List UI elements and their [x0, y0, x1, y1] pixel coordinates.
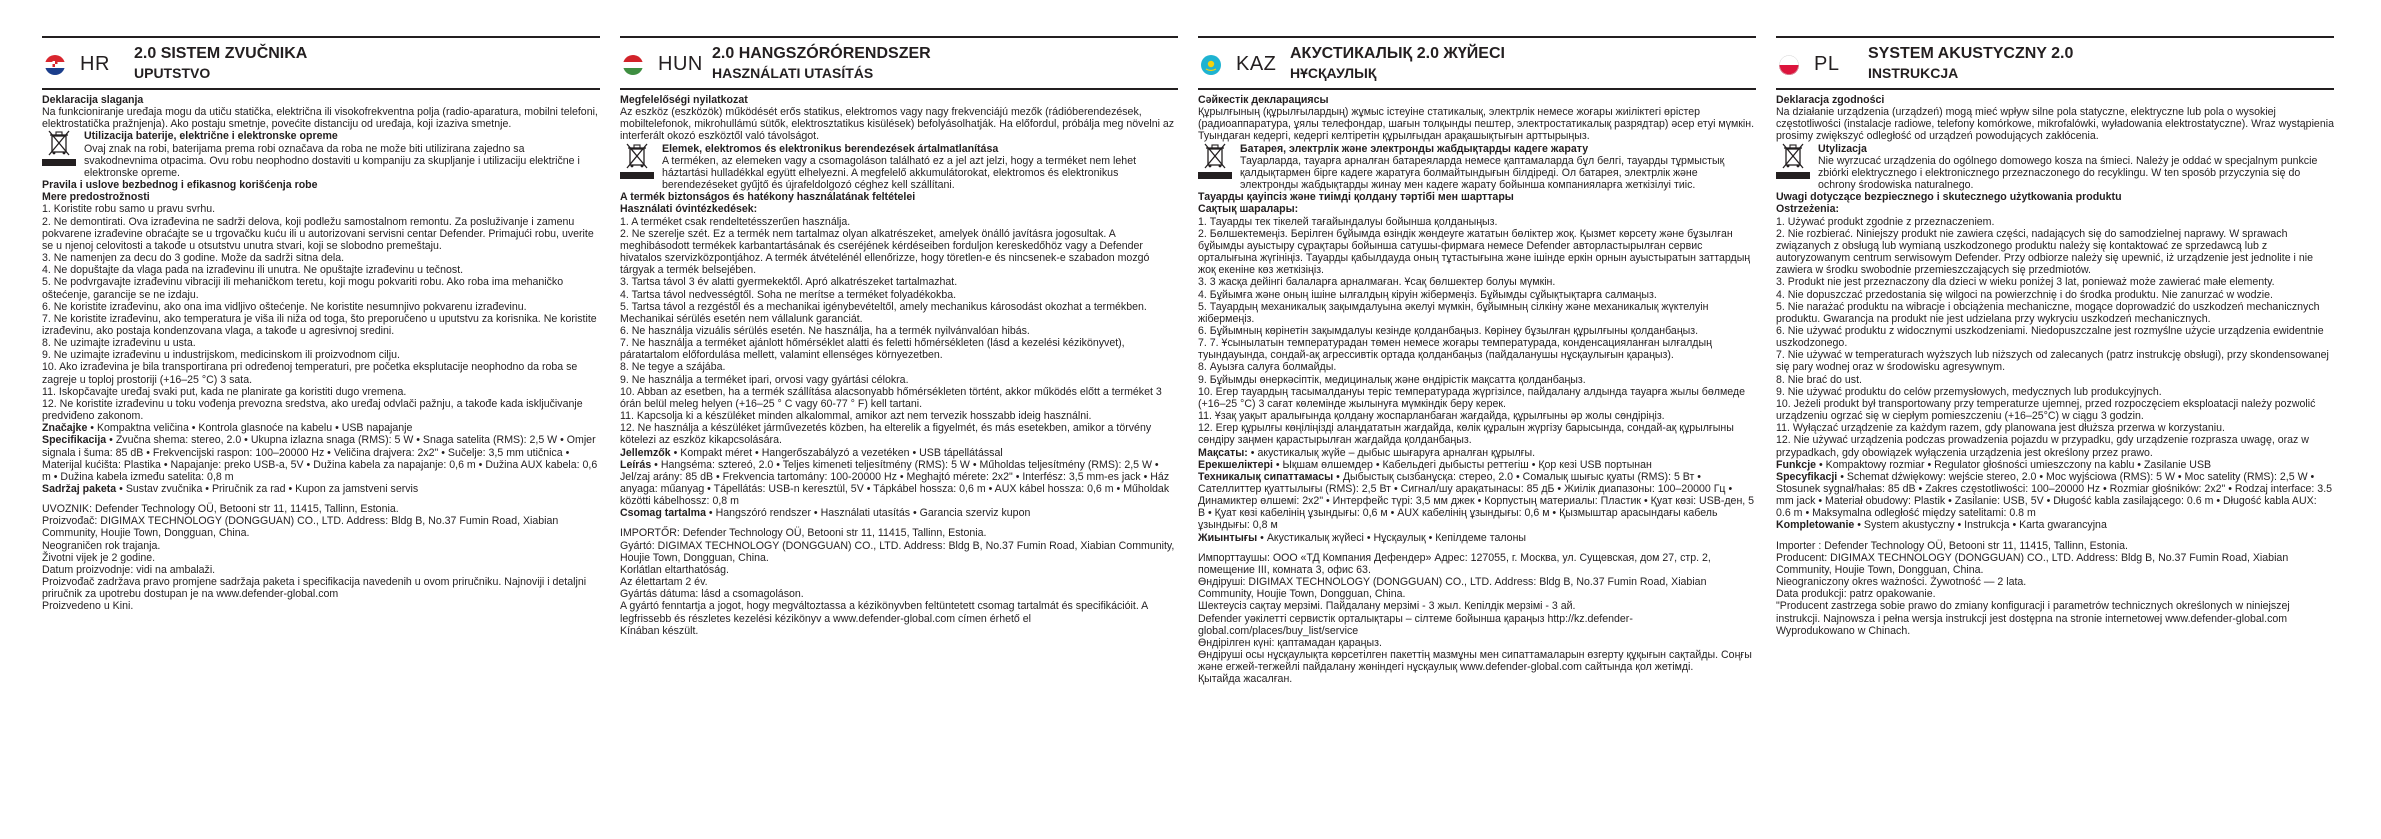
- paragraph: Gyártó: DIGIMAX TECHNOLOGY (DONGGUAN) CO., LTD. Address: Bldg B, No.37 Fumin Road, Xiabian Community, Houjie Town, Dongguan, China.: [620, 539, 1175, 564]
- paragraph: Korlátlan eltarthatóság.: [620, 563, 729, 576]
- paragraph: 10. Ako izrađevina je bila transportirana pri određenoj temperaturi, pre početka eksplutacije neophodno da roba se zagreje u toploj prostoriji (+16–25 °C) 3 sata.: [42, 361, 578, 386]
- paragraph: 12. Ne használja a készüléket járművezetés közben, ha elterelik a figyelmét, és más esetekben, amikor a törvény kötelezi az eszköz kikapcsolására.: [620, 422, 1152, 447]
- section-subtitle: HASZNÁLATI UTASÍTÁS: [712, 65, 874, 81]
- section-title: 2.0 SISTEM ZVUČNIKA: [134, 45, 308, 62]
- paragraph: Nieograniczony okres ważności. Żywotność — 2 lata.: [1776, 576, 2027, 589]
- spec-line: Техникалық сипаттамасы • Дыбыстық сызбанұсқа: стерео, 2.0 • Сомалық шығыс қуаты (RMS): 5 Вт • Сателлиттер қуаттылығы (RMS): 2,5 Вт • Сигнал/шу арақатынасы: 85 дБ • Жиілік диапазоны: 100–20000 Гц • Динамиктер өлшемі: 2x2" • Интерфейс түрі: 3,5 мм джек • Корпустың материалы: Пластик • Қуат көзі: USB-ден, 5 В • Қуат көзі кабелінің ұзындығы: 0,6 м • AUX кабелінің ұзындығы: 0,6 м • Қызмыштар арасындағы кабель ұзындығы: 0,8 м: [1198, 470, 1755, 532]
- paragraph: 2. Ne demontirati. Ova izrađevina ne sadrži delova, koji podležu samostalnom remontu. Za posluživanje i zamenu pokvarene izrađevine obraćajte se u trgovačku kuću ili u autorizovani servisni centar Defender. Primajući robu, uverite se u njenoj celovitosti a takođe u otsutstvu unutra stvari, koji se slobodno premeštaju.: [42, 215, 594, 252]
- paragraph: Data produkcji: patrz opakowanie.: [1776, 588, 1936, 601]
- paragraph: 7. Ne használja a terméket ajánlott hőmérséklet alatti és feletti hőmérsékleten (lásd a kezelési kézikönyvet), páratartalom előfordulása mellett, valamint ellenséges környezetben.: [620, 337, 1125, 362]
- spec-text: Kompakt méret • Hangerőszabályzó a vezetéken • USB tápellátással: [680, 446, 1003, 459]
- section-title: 2.0 HANGSZÓRÓRENDSZER: [712, 45, 931, 62]
- paragraph: 1. Тауарды тек тікелей тағайындалуы бойынша қолданыңыз.: [1198, 215, 1498, 228]
- subheading: Uwagi dotyczące bezpiecznego i skutecznego użytkowania produktu: [1776, 191, 2122, 204]
- weee-text: Nie wyrzucać urządzenia do ogólnego domowego kosza na śmieci. Należy je oddać w specjalnym punkcie zbiórki elektrycznego i elektronicznego przeznaczonego do recyklingu. W ten sposób przyczynia się do ochrony środowiska naturalnego.: [1818, 154, 2318, 192]
- paragraph: Defender уәкілетті сервистік орталықтары – сілтеме бойынша қараңыз http://kz.defender-global.com/places/buy_list/service: [1198, 612, 1633, 637]
- paragraph: 1. Używać produkt zgodnie z przeznaczeniem.: [1776, 215, 1995, 228]
- weee-title: Батарея, электрлік және электронды жабдықтарды кадеге жарату: [1240, 142, 1589, 155]
- paragraph: 3. 3 жасқа дейінгі балаларға арналмаған. Ұсақ бөлшектер болуы мүмкін.: [1198, 276, 1556, 289]
- spec-label: Жиынтығы: [1198, 531, 1258, 544]
- paragraph: Producent: DIGIMAX TECHNOLOGY (DONGGUAN) CO., LTD. Address: Bldg B, No.37 Fumin Road, Xiabian Community, Houjie Town, Dongguan, China.: [1776, 551, 2289, 576]
- paragraph: 6. Бұйымның көрінетін зақымдалуы кезінде қолданбаңыз. Көрінеу бұзылған құрылғыны қолданбаңыз.: [1198, 324, 1699, 337]
- flag-kz-icon: [1201, 55, 1221, 75]
- column-hr: [42, 36, 600, 836]
- subheading: A termék biztonságos és hatékony használatának feltételei: [620, 191, 916, 204]
- spec-line: Sadržaj paketa • Sustav zvučnika • Priručnik za rad • Kupon za jamstveni servis: [42, 483, 419, 495]
- spec-line: Leírás • Hangséma: sztereó, 2.0 • Teljes kimeneti teljesítmény (RMS): 5 W • Műholdas teljesítmény (RMS): 2,5 W • Jel/zaj arány: 85 dB • Frekvencia tartomány: 100-20000 Hz • Meghajtó mérete: 2x2" • Interfész: 3,5 mm-es jack • Ház anyaga: műanyag • Tápellátás: USB-n keresztül, 5V • Tápkábel hossza: 0,6 m • AUX kábel hossza: 0,6 m • Műholdak közötti kábelhossz: 0,8 m: [620, 458, 1170, 508]
- paragraph: 2. Бөлшектемеңіз. Берілген бұйымда өзіндік жөндеуге жататын бөліктер жоқ. Қызмет көрсету және бұзылған бұйымды ауыстыру сұрақтары бойынша сатушы-фирмаға немесе Defender авторластырылған сервис орталығына жүгініңіз. Тауарды қабылдауда оның тұтастығына және ішінде еркін орнын ауыстыратын заттардың жоқ екеніне көз жеткізіңіз.: [1198, 227, 1751, 277]
- paragraph: 3. Tartsa távol 3 év alatti gyermekektől. Apró alkatrészeket tartalmazhat.: [620, 276, 958, 289]
- weee-notice: [42, 130, 600, 179]
- paragraph: Datum proizvodnje: vidi na ambalaži.: [42, 563, 216, 576]
- paragraph: 4. Tartsa távol nedvességtől. Soha ne merítse a terméket folyadékokba.: [620, 288, 957, 301]
- section-header: [42, 36, 600, 90]
- paragraph: "Producent zastrzega sobie prawo do zmiany konfiguracji i parametrów technicznych określonych w niniejszej instrukcji. Najnowsza i pełna wersja instrukcji jest dostępna na stronie internetowej www.defender-global.com: [1776, 600, 2290, 625]
- paragraph: 8. Nie brać do ust.: [1776, 373, 1862, 386]
- section-title: SYSTEM AKUSTYCZNY 2.0: [1868, 45, 2074, 62]
- paragraph: A gyártó fenntartja a jogot, hogy megváltoztassa a kézikönyvben feltüntetett csomag tartalmát és specifikációit. A legfrissebb és részletes kezelési kézikönyv a www.defender-global.com címen érhető el: [620, 600, 1148, 625]
- spec-label: Jellemzők: [620, 446, 671, 459]
- weee-notice: [1198, 143, 1756, 192]
- paragraph: Gyártás dátuma: lásd a csomagoláson.: [620, 588, 804, 601]
- subheading: Pravila i uslove bezbednog i efikasnog korišćenja robe: [42, 179, 318, 192]
- section-subtitle: INSTRUKCJA: [1868, 65, 1959, 81]
- paragraph: Импорттаушы: ООО «ТД Компания Дефендер» Адрес: 127055, г. Москва, ул. Сущевская, дом 27, стр. 2, помещение III, комната 3, офис 63.: [1198, 551, 1711, 576]
- paragraph: 1. A terméket csak rendeltetésszerűen használja.: [620, 215, 851, 228]
- paragraph: UVOZNIK: Defender Technology OÜ, Betooni str 11, 11415, Tallinn, Estonia.: [42, 503, 399, 516]
- paragraph: Өндірілген күні: қаптамадан қараңыз.: [1198, 636, 1382, 649]
- subheading: Тауарды қауіпсіз және тиімді қолдану тәртібі мен шарттары: [1198, 191, 1514, 204]
- paragraph: 12. Егер құрылғы көңіліңізді алаңдататын жағдайда, көлік құралын жүргізу барысында, сондай-ақ құрылғыны сөндіру заңмен қарастырылған жағдайда қолданбаңыз.: [1198, 422, 1734, 447]
- paragraph: 2. Nie rozbierać. Niniejszy produkt nie zawiera części, nadających się do samodzielnej naprawy. W sprawach związanych z obsługą lub wymianą uszkodzonego produktu należy się kontaktować ze sprzedawcą lub z autoryzowanym centrum serwisowym Defender. Przy odbiorze należy się upewnić, iż urządzenie jest jednolite i nie zawiera w środku swobodnie przemieszczających się przedmiotów.: [1776, 227, 2313, 277]
- paragraph: 9. Ne uzimajte izrađevinu u industrijskom, medicinskom ili proizvodnom cilju.: [42, 349, 400, 362]
- paragraph: Kínában készült.: [620, 624, 699, 637]
- paragraph: 5. Тауардың механикалық зақымдалуына әкелуі мүмкін, бұйымның сілкіну және механикалық жүктелуін жібермеңіз.: [1198, 300, 1709, 325]
- paragraph: 5. Tartsa távol a rezgéstől és a mechanikai igénybevételtől, amely mechanikus károsodást okozhat a termékben. Mechanikai sérülés esetén nem vállalunk garanciát.: [620, 300, 1147, 325]
- weee-notice: [620, 143, 1178, 192]
- paragraph: 11. Wyłączać urządzenie za każdym razem, gdy planowana jest dłuższa przerwa w korzystaniu.: [1776, 422, 2225, 435]
- spec-text: System akustyczny • Instrukcja • Karta gwarancyjna: [1863, 519, 2107, 532]
- paragraph: Na funkcioniranje uređaja mogu da utiču statička, električna ili visokofrekventna polja (radio-aparatura, mobilni telefoni, elektrostatička pražnjenja). Ako postaju smetnje, povećite distanciju od uređaja, koji izaziva smetnje.: [42, 106, 598, 131]
- spec-text: Sustav zvučnika • Priručnik za rad • Kupon za jamstveni servis: [125, 483, 419, 495]
- spec-text: акустикалық жүйе – дыбыс шығаруға арналған құрылғы.: [1257, 446, 1536, 459]
- paragraph: 8. Ne uzimajte izrađevinu u usta.: [42, 337, 196, 350]
- language-code: HR: [80, 53, 110, 75]
- paragraph: 12. Nie używać urządzenia podczas prowadzenia pojazdu w przypadku, gdy urządzenie rozprasza uwagę, oraz w przypadkach, gdy obowiązek wyłączenia urządzenia jest określony przez prawo.: [1776, 434, 2309, 459]
- weee-notice: [1776, 143, 2334, 192]
- paragraph: Az élettartam 2 év.: [620, 576, 708, 589]
- spacer: [42, 495, 600, 503]
- section-subtitle: UPUTSTVO: [134, 65, 211, 81]
- paragraph: 1. Koristite robu samo u pravu svrhu.: [42, 203, 216, 216]
- paragraph: Құрылғының (құрылғылардың) жұмыс істеуіне статикалық, электрлік немесе жоғары жиіліктегі өрістер (радиоаппаратура, ұялы телефондар, шағын толқынды пештер, электростатикалық разрядтар) әсер етуі мүмкін. Туындаған кедергі, кедергі келтіретін құрылғыдан арақашықтығын арттырыңыз.: [1198, 106, 1755, 143]
- spec-line: Мақсаты: • акустикалық жүйе – дыбыс шығаруға арналған құрылғы.: [1198, 446, 1536, 459]
- spec-label: Sadržaj paketa: [42, 483, 117, 495]
- paragraph: 9. Nie używać produktu do celów przemysłowych, medycznych lub produkcyjnych.: [1776, 385, 2162, 398]
- column-kaz: [1198, 36, 1756, 836]
- section-header: [1198, 36, 1756, 90]
- crossed-bin-icon: [42, 130, 76, 166]
- paragraph: 9. Ne használja a terméket ipari, orvosi vagy gyártási célokra.: [620, 373, 909, 386]
- subheading: Megfelelőségi nyilatkozat: [620, 94, 748, 106]
- column-pl: [1776, 36, 2334, 836]
- paragraph: Neograničen rok trajanja.: [42, 539, 161, 552]
- paragraph: 6. Nie używać produktu z widocznymi uszkodzeniami. Niedopuszczalne jest rozmyślne użycie urządzenia ewidentnie uszkodzonego.: [1776, 324, 2324, 350]
- paragraph: Az eszköz (eszközök) működését erős statikus, elektromos vagy nagy frekvenciájú mezők (rádióberendezések, mobiltelefonok, mikrohullámú sütők, elektrosztatikus kisülések) befolyásolhatják. Ha előfordul, próbálja meg növelni az interferált okozó eszköztől való távolságot.: [620, 106, 1175, 143]
- flag-hr-icon: [45, 55, 65, 75]
- spec-line: Funkcje • Kompaktowy rozmiar • Regulator głośności umieszczony na kablu • Zasilanie USB: [1776, 458, 2212, 471]
- section-header: [620, 36, 1178, 90]
- paragraph: 12. Ne koristite izrađevinu u toku vođenja prevozna sredstva, ako uređaj odvlači pažnju, a takođe kada isključivanje predviđeno zakonom.: [42, 397, 583, 423]
- weee-title: Utilizacija baterije, električne i elektronske opreme: [84, 130, 338, 143]
- paragraph: 4. Nie dopuszczać przedostania się wilgoci na powierzchnię i do środka produktu. Nie zanurzać w wodzie.: [1776, 288, 2273, 301]
- paragraph: 7. Nie używać w temperaturach wyższych lub niższych od zalecanych (patrz instrukcję obsługi), przy skondensowanej się pary wodnej oraz w środowisku agresywnym.: [1776, 349, 2329, 374]
- paragraph: Қытайда жасалған.: [1198, 673, 1293, 686]
- paragraph: 3. Produkt nie jest przeznaczony dla dzieci w wieku poniżej 3 lat, ponieważ może zawierać małe elementy.: [1776, 276, 2275, 289]
- spec-text: Ықшам өлшемдер • Кабельдегі дыбысты реттегіш • Қор кезі USB портынан: [1282, 458, 1652, 471]
- paragraph: 8. Ауызға салуға болмайды.: [1198, 361, 1337, 374]
- spec-text: Schemat dźwiękowy: wejście stereo, 2.0 • Moc wyjściowa (RMS): 5 W • Moc satelity (RMS): 2,5 W • Stosunek sygnał/hałas: 85 dB • Zakres częstotliwości: 100–20000 Hz • Rozmiar głośników: 2x2" • Rodzaj interface: 3.5 mm jack • Materiał obudowy: Plastik • Zasilanie: USB, 5V • Długość kabla zasilającego: 0.6 m • Długość kabla AUX: 0.6 m • Maksymalna odległość między satelitami: 0.8 m: [1776, 470, 2333, 520]
- spacer: [1776, 532, 2334, 540]
- crossed-bin-icon: [1776, 143, 1810, 179]
- paragraph: Proizvedeno u Kini.: [42, 600, 134, 613]
- spec-line: Csomag tartalma • Hangszóró rendszer • Használati utasítás • Garancia szerviz kupon: [620, 507, 1031, 520]
- spec-text: Дыбыстық сызбанұсқа: стерео, 2.0 • Сомалық шығыс қуаты (RMS): 5 Вт • Сателлиттер қуаттылығы (RMS): 2,5 Вт • Сигнал/шу арақатынасы: 85 дБ • Жиілік диапазоны: 100–20000 Гц • Динамиктер өлшемі: 2x2" • Интерфейс түрі: 3,5 мм джек • Корпустың материалы: Пластик • Қуат көзі: USB-ден, 5 В • Қуат көзі кабелінің ұзындығы: 0,6 м • AUX кабелінің ұзындығы: 0,6 м • Қызмыштар арасындағы кабель ұзындығы: 0,8 м: [1198, 470, 1755, 532]
- subheading: Deklaracja zgodności: [1776, 94, 1885, 106]
- spec-label: Specyfikacji: [1776, 470, 1838, 483]
- paragraph: Өндіруші: DIGIMAX TECHNOLOGY (DONGGUAN) CO., LTD. Address: Bldg B, No.37 Fumin Road, Xiabian Community, Houjie Town, Dongguan, China.: [1198, 576, 1707, 601]
- paragraph: Importer : Defender Technology OÜ, Betooni str 11, 11415, Tallinn, Estonia.: [1776, 539, 2128, 552]
- flag-hu-icon: [623, 55, 643, 75]
- paragraph: 8. Ne tegye a szájába.: [620, 361, 726, 374]
- language-code: HUN: [658, 53, 703, 75]
- subheading: Сақтық шаралары:: [1198, 203, 1299, 216]
- paragraph: 7. Ne koristite izrađevinu, ako temperatura je viša ili niža od toga, što preporučeno u uputstvu za korisnika. Ne koristite izrađevinu, ako postaja kondenzovana vlaga, a takođe u agresivnoj sredini.: [42, 312, 597, 337]
- spec-text: Zvučna shema: stereo, 2.0 • Ukupna izlazna snaga (RMS): 5 W • Snaga satelita (RMS): 2,5 W • Omjer signala i šuma: 85 dB • Frekvencijski raspon: 100–20000 Hz • Veličina drajvera: 2x2" • Sučelje: 3,5 mm utičnica • Materijal kućišta: Plastika • Napajanje: preko USB-a, 5V • Dužina kabela za napajanje: 0,6 m • Dužina AUX kabela: 0,6 m • Dužina kabela između satelita: 0,8 m: [42, 434, 598, 483]
- crossed-bin-icon: [1198, 143, 1232, 179]
- spec-text: Kompaktowy rozmiar • Regulator głośności umieszczony na kablu • Zasilanie USB: [1825, 458, 2212, 471]
- paragraph: Өндіруші осы нұсқаулықта көрсетілген пакеттің мазмұны мен сипаттамаларын өзгерту құқығын сақтайды. Соңғы және егжей-тегжейлі пайдалану жөніндегі нұсқаулық www.defender-global.com сайтында қол жетімді.: [1198, 649, 1752, 674]
- spec-line: Жиынтығы • Акустикалық жүйесі • Нұсқаулық • Кепілдеме талоны: [1198, 531, 1527, 544]
- subheading: Deklaracija slaganja: [42, 94, 144, 106]
- paragraph: Na działanie urządzenia (urządzeń) mogą mieć wpływ silne pola statyczne, elektryczne lub pola o wysokiej częstotliwości (instalacje radiowe, telefony komórkowe, mikrofalówki, wyładowania elektrostatyczne). Wraz wystąpienia prosimy zwiększyć odległość od urządzeń powodujących zakłócenia.: [1776, 106, 2334, 143]
- section-body: [1776, 94, 2334, 637]
- section-header: [1776, 36, 2334, 90]
- paragraph: 11. Kapcsolja ki a készüléket minden alkalommal, amikor azt nem tervezik hosszabb ideig használni.: [620, 410, 1092, 423]
- spec-line: Jellemzők • Kompakt méret • Hangerőszabályzó a vezetéken • USB tápellátással: [620, 446, 1003, 459]
- flag-pl-icon: [1779, 55, 1799, 75]
- section-subtitle: НҰСҚАУЛЫҚ: [1290, 65, 1377, 81]
- language-code: PL: [1814, 53, 1840, 75]
- paragraph: 6. Ne használja vizuális sérülés esetén. Ne használja, ha a termék nyilvánvalóan hibás.: [620, 324, 1030, 337]
- paragraph: Proizvođač: DIGIMAX TECHNOLOGY (DONGGUAN) CO., LTD. Address: Bldg B, No.37 Fumin Road, Xiabian Community, Houjie Town, Dongguan, China.: [42, 515, 559, 540]
- spec-label: Мақсаты:: [1198, 446, 1248, 459]
- spec-text: Hangséma: sztereó, 2.0 • Teljes kimeneti teljesítmény (RMS): 5 W • Műholdas teljesítmény (RMS): 2,5 W • Jel/zaj arány: 85 dB • Frekvencia tartomány: 100-20000 Hz • Meghajtó mérete: 2x2" • Interfész: 3,5 mm-es jack • Ház anyaga: műanyag • Tápellátás: USB-n keresztül, 5V • Tápkábel hossza: 0,6 m • AUX kábel hossza: 0,6 m • Műholdak közötti kábelhossz: 0,8 m: [620, 458, 1170, 508]
- spec-line: Kompletowanie • System akustyczny • Instrukcja • Karta gwarancyjna: [1776, 519, 2107, 532]
- paragraph: 6. Ne koristite izrađevinu, ako ona ima vidljivo oštećenje. Ne koristite nesumnjivo pokvarenu izrađevinu.: [42, 300, 527, 313]
- spec-text: Акустикалық жүйесі • Нұсқаулық • Кепілдеме талоны: [1266, 531, 1527, 544]
- spec-line: Ерекшеліктері • Ықшам өлшемдер • Кабельдегі дыбысты реттегіш • Қор кезі USB портынан: [1198, 458, 1652, 471]
- spec-line: Značajke • Kompaktna veličina • Kontrola glasnoće na kabelu • USB napajanje: [42, 422, 413, 435]
- paragraph: 10. Abban az esetben, ha a termék szállítása alacsonyabb hőmérsékleten történt, akkor működés előtt a terméket 3 órán belül meleg helyen (+16–25 ° C vagy 60-77 ° F) kell tartani.: [620, 385, 1162, 410]
- paragraph: 7. 7. Ұсынылатын температурадан төмен немесе жоғары температурада, конденсацияланған ылғалдың туындауында, сондай-ақ агрессивтік ортада қолданбаңыз (пайдаланушы нұсқаулығын қараңыз).: [1198, 337, 1712, 362]
- spec-label: Leírás: [620, 458, 652, 471]
- spec-line: Specyfikacji • Schemat dźwiękowy: wejście stereo, 2.0 • Moc wyjściowa (RMS): 5 W • Moc satelity (RMS): 2,5 W • Stosunek sygnał/hałas: 85 dB • Zakres częstotliwości: 100–20000 Hz • Rozmiar głośników: 2x2" • Rodzaj interface: 3.5 mm jack • Materiał obudowy: Plastik • Zasilanie: USB, 5V • Długość kabla zasilającego: 0.6 m • Długość kabla AUX: 0.6 m • Maksymalna odległość między satelitami: 0.8 m: [1776, 470, 2333, 520]
- subheading: Használati óvintézkedések:: [620, 203, 758, 216]
- spec-label: Ерекшеліктері: [1198, 458, 1273, 471]
- section-body: [620, 94, 1178, 637]
- paragraph: 5. Ne podvrgavajte izrađevinu vibraciji ili mehaničkom teretu, koji mogu pokvariti robu. Ako roba ima mehaničko oštećenje, garancije se ne izdaju.: [42, 276, 564, 301]
- subheading: Mere predostrožnosti: [42, 191, 150, 204]
- spec-label: Техникалық сипаттамасы: [1198, 470, 1334, 483]
- spec-text: Kompaktna veličina • Kontrola glasnoće na kabelu • USB napajanje: [96, 422, 413, 435]
- subheading: Сәйкестік декларациясы: [1198, 94, 1329, 106]
- paragraph: 4. Бұйымға және оның ішіне ылғалдың кіруін жібермеңіз. Бұйымды сұйықтықтарға салмаңыз.: [1198, 288, 1657, 301]
- subheading: Ostrzeżenia:: [1776, 203, 1839, 216]
- section-body: [1198, 94, 1756, 686]
- spec-label: Specifikacija: [42, 434, 107, 447]
- crossed-bin-icon: [620, 143, 654, 179]
- paragraph: 11. Iskopčavajte uređaj svaki put, kada ne planirate ga koristiti dugo vremena.: [42, 385, 407, 398]
- spec-label: Funkcje: [1776, 458, 1817, 471]
- paragraph: Životni vijek je 2 godine.: [42, 551, 156, 564]
- paragraph: 10. Jeżeli produkt był transportowany przy temperaturze ujemnej, przed rozpoczęciem eksploatacji należy pozwolić urządzeniu ogrzać się w ciepłym pomieszczeniu (+16–25°C) w ciągu 3 godzin.: [1776, 397, 2316, 423]
- section-title: АКУСТИКАЛЫҚ 2.0 ЖҮЙЕСІ: [1290, 45, 1505, 62]
- spec-text: Hangszóró rendszer • Használati utasítás • Garancia szerviz kupon: [715, 507, 1031, 520]
- paragraph: 4. Ne dopuštajte da vlaga pada na izrađevinu ili unutra. Ne opuštajte izrađevinu u tečnost.: [42, 264, 464, 277]
- paragraph: Шектеусіз сақтау мерзімі. Пайдалану мерзімі - 3 жыл. Кепілдік мерзімі - 3 ай.: [1198, 600, 1576, 613]
- paragraph: Wyprodukowano w Chinach.: [1776, 624, 1911, 637]
- spec-label: Značajke: [42, 422, 88, 435]
- spec-label: Kompletowanie: [1776, 519, 1855, 532]
- weee-text: Ovaj znak na robi, baterijama prema robi označava da roba ne može biti utilizirana zajedno sa svakodnevnima otpacima. Ovu robu neophodno dostaviti u kompaniju za skupljanje i utilizaciju električne i elektronske opreme.: [84, 142, 580, 179]
- weee-title: Elemek, elektromos és elektronikus berendezések ártalmatlanítása: [662, 142, 999, 155]
- weee-title: Utylizacja: [1818, 142, 1867, 155]
- paragraph: 10. Егер тауардың тасымалдануы теріс температурада жүргізілсе, пайдалану алдында тауарға жылы бөлмеде (+16–25 °C) 3 сағат көлемінде жылынуға мүмкіндік беру керек.: [1198, 385, 1745, 410]
- section-body: [42, 94, 600, 613]
- spacer: [1198, 544, 1756, 552]
- paragraph: 5. Nie narażać produktu na wibracje i obciążenia mechaniczne, mogące doprowadzić do uszkodzeń mechanicznych produktu. Gwarancja na produkt nie jest udzielana przy wykryciu uszkodzeń mechanicznych.: [1776, 300, 2320, 325]
- paragraph: 3. Ne namenjen za decu do 3 godine. Može da sadrži sitna dela.: [42, 252, 345, 265]
- paragraph: 9. Бұйымды өнеркәсіптік, медициналық және өндірістік мақсатта қолданбаңыз.: [1198, 373, 1586, 386]
- paragraph: IMPORTŐR: Defender Technology OÜ, Betooni str 11, 11415, Tallinn, Estonia.: [620, 527, 987, 540]
- paragraph: 2. Ne szerelje szét. Ez a termék nem tartalmaz olyan alkatrészeket, amelyek önálló javításra jogosultak. A meghibásodott termékek karbantartásának és cseréjének kérdéseiben forduljon kereskedőhöz vagy a Defender hivatalos szervizközpontjához. A termék átvételénél ellenőrizze, hogy töretlen-e és nincsenek-e szabadon mozgó tárgyak a termék belsejében.: [620, 227, 1150, 277]
- spec-label: Csomag tartalma: [620, 507, 706, 520]
- spec-line: Specifikacija • Zvučna shema: stereo, 2.0 • Ukupna izlazna snaga (RMS): 5 W • Snaga satelita (RMS): 2,5 W • Omjer signala i šuma: 85 dB • Frekvencijski raspon: 100–20000 Hz • Veličina drajvera: 2x2" • Sučelje: 3,5 mm utičnica • Materijal kućišta: Plastika • Napajanje: preko USB-a, 5V • Dužina kabela za napajanje: 0,6 m • Dužina AUX kabela: 0,6 m • Dužina kabela između satelita: 0,8 m: [42, 434, 598, 483]
- paragraph: Proizvođač zadržava pravo promjene sadržaja paketa i specifikacija navedenih u ovom priručniku. Najnoviji i detaljni priručnik za upotrebu dostupan je na www.defender-global.com: [42, 576, 587, 601]
- language-code: KAZ: [1236, 53, 1277, 75]
- weee-text: A terméken, az elemeken vagy a csomagoláson található ez a jel azt jelzi, hogy a terméket nem lehet háztartási hulladékkal együtt elhelyezni. A megfelelő akkumulátorokat, elektromos és elektronikus berendezéseket gyűjtő és újrafeldolgozó céghez kell szállítani.: [662, 154, 1137, 192]
- column-hun: [620, 36, 1178, 836]
- paragraph: 11. Ұзақ уақыт аралығында қолдану жоспарланбаған жағдайда, құрылғыны әр жолы сөндіріңіз.: [1198, 410, 1665, 423]
- weee-text: Тауарларда, тауарға арналған батареяларда немесе қаптамаларда бұл белгі, тауарды тұрмыстық қалдықтармен бірге кадеге жаратуға болмайтындығын білдіреді. Ол батарея, электрлік және электронды жабдықтарды жинау мен кадеге жарату бойынша компанияларға жеткізілуі тиіс.: [1240, 154, 1725, 192]
